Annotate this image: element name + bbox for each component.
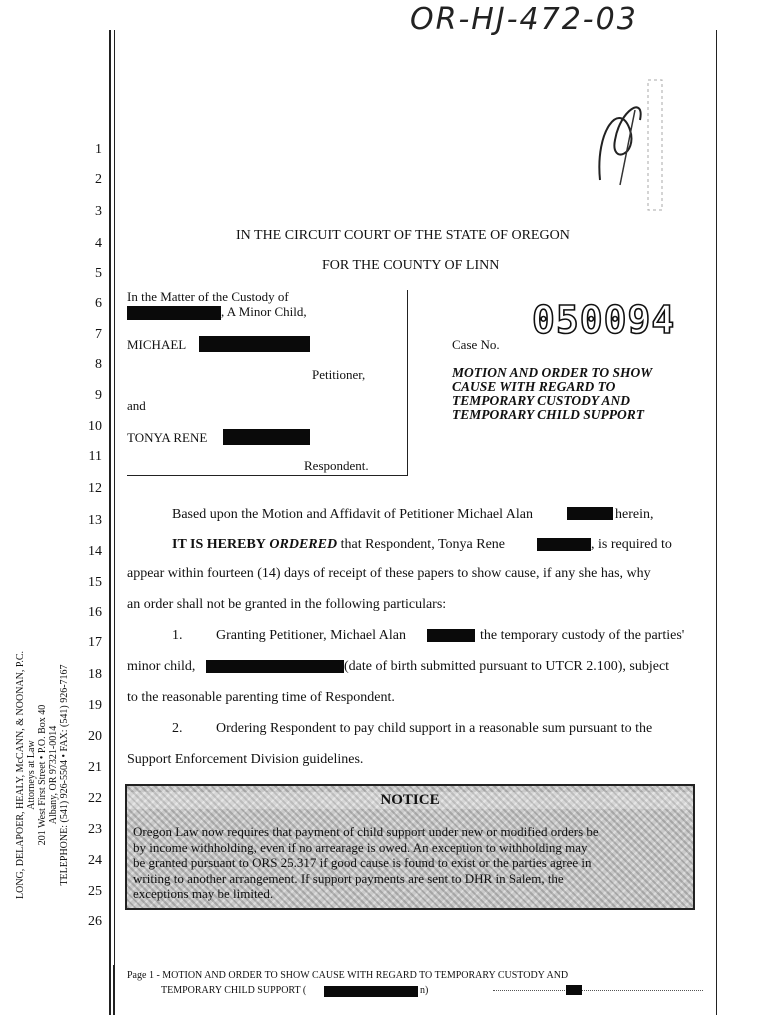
- line-number: 24: [88, 853, 102, 868]
- county-title: FOR THE COUNTY OF LINN: [322, 258, 500, 273]
- notice-line: by income withholding, even if no arrearage is owed. An exception to withholding may: [133, 839, 588, 855]
- notice-text: [133, 824, 599, 902]
- redacted-respondent-surname: [223, 429, 310, 445]
- line-number: 19: [88, 698, 102, 713]
- redacted-child-name: [127, 306, 221, 320]
- and-text: and: [127, 398, 146, 413]
- footer-line-2a: TEMPORARY CHILD SUPPORT (: [161, 985, 307, 996]
- redacted-child-name-2: [206, 660, 344, 673]
- notice-line: be granted pursuant to ORS 25.317 if good cause is found to exist or the parties agree in: [133, 855, 592, 870]
- left-margin-rule-2: [114, 30, 115, 1015]
- redacted-respondent-name: [537, 538, 591, 551]
- item2-text-b: Support Enforcement Division guidelines.: [127, 752, 364, 767]
- item2-number: 2.: [172, 721, 183, 736]
- motion-title: [452, 366, 652, 422]
- law-firm-sidebar: [15, 575, 75, 975]
- motion-title-line: MOTION AND ORDER TO SHOW: [452, 365, 653, 380]
- order-text-end: , is required to: [591, 537, 672, 552]
- firm-line: LONG, DELAPOER, HEALY, McCANN, & NOONAN, P.C.: [15, 651, 26, 899]
- motion-title-line: TEMPORARY CUSTODY AND: [452, 393, 631, 408]
- footer-rule: [113, 965, 114, 1015]
- firm-line: Attorneys at Law: [26, 740, 37, 810]
- item1-text-c: minor child,: [127, 659, 196, 674]
- line-number: 5: [95, 266, 102, 281]
- line-number: 20: [88, 729, 102, 744]
- line-number: 14: [88, 544, 102, 559]
- notice-line: exceptions may be limited.: [133, 886, 274, 901]
- para3: appear within fourteen (14) days of receipt of these papers to show cause, if any she has, why: [127, 566, 651, 581]
- petitioner-role: Petitioner,: [312, 367, 366, 382]
- item1-text-e: to the reasonable parenting time of Respondent.: [127, 690, 395, 705]
- redacted-petitioner-name-2: [427, 629, 475, 642]
- para1-b: herein,: [615, 507, 654, 522]
- notice-title: NOTICE: [127, 792, 693, 809]
- motion-title-line: CAUSE WITH REGARD TO: [452, 379, 616, 394]
- order-italic: ORDERED: [269, 537, 338, 552]
- line-number: 13: [88, 513, 102, 528]
- line-number: 6: [95, 296, 102, 311]
- footer-doc-id: [493, 990, 703, 994]
- line-number: 18: [88, 667, 102, 682]
- item1-text-d: (date of birth submitted pursuant to UTCR 2.100), subject: [344, 659, 670, 674]
- case-no-label: Case No.: [452, 337, 500, 352]
- order-bold: IT IS HEREBY: [172, 537, 266, 552]
- notice-line: Oregon Law now requires that payment of child support under new or modified orders be: [133, 824, 599, 839]
- petitioner-name: MICHAEL: [127, 337, 187, 352]
- item1-text-b: the temporary custody of the parties': [480, 628, 685, 643]
- item2-text-a: Ordering Respondent to pay child support in a reasonable sum pursuant to the: [216, 721, 653, 736]
- signature-stamp: [560, 70, 680, 220]
- order-line: [172, 537, 505, 553]
- line-number: 17: [88, 635, 102, 650]
- case-number-stamp: 050094: [532, 298, 676, 342]
- respondent-name: TONYA RENE: [127, 430, 208, 445]
- caption-divider: [407, 290, 408, 475]
- line-number: 16: [88, 605, 102, 620]
- line-number: 8: [95, 357, 102, 372]
- item1-number: 1.: [172, 628, 183, 643]
- respondent-role: Respondent.: [304, 458, 369, 473]
- notice-box: [125, 784, 695, 910]
- matter-line-2: , A Minor Child,: [221, 304, 307, 319]
- line-number: 11: [88, 449, 102, 464]
- motion-title-line: TEMPORARY CHILD SUPPORT: [452, 407, 645, 422]
- redacted-footer-name: [324, 986, 418, 997]
- para1-a: Based upon the Motion and Affidavit of Petitioner Michael Alan: [172, 507, 533, 522]
- redacted-petitioner-surname: [199, 336, 310, 352]
- line-number: 26: [88, 914, 102, 929]
- caption-bottom-rule: [127, 475, 408, 476]
- redacted-petitioner-name: [567, 507, 613, 520]
- para4: an order shall not be granted in the following particulars:: [127, 597, 447, 612]
- order-text: that Respondent, Tonya Rene: [340, 537, 505, 552]
- line-number: 7: [95, 327, 102, 342]
- footer-line-2b: n): [420, 985, 429, 996]
- line-number: 25: [88, 884, 102, 899]
- firm-line: 201 West First Street • P.O. Box 40: [37, 704, 48, 846]
- item1-text-a: Granting Petitioner, Michael Alan: [216, 628, 406, 643]
- line-number: 2: [95, 172, 102, 187]
- notice-line: writing to another arrangement. If support payments are sent to DHR in Salem, the: [133, 870, 564, 886]
- line-number: 9: [95, 388, 102, 403]
- line-number: 4: [95, 236, 102, 251]
- line-number: 1: [95, 142, 102, 157]
- firm-line: TELEPHONE: (541) 926-5504 • FAX: (541) 926-7167: [59, 664, 70, 886]
- matter-line-1: In the Matter of the Custody of: [127, 289, 289, 304]
- firm-line: Albany, OR 97321-0014: [48, 725, 59, 825]
- line-number: 12: [88, 481, 102, 496]
- line-number: 10: [88, 419, 102, 434]
- handwritten-case-code: OR-HJ-472-03: [410, 2, 638, 37]
- court-title: IN THE CIRCUIT COURT OF THE STATE OF OREGON: [236, 228, 570, 243]
- footer-line-1: Page 1 - MOTION AND ORDER TO SHOW CAUSE WITH REGARD TO TEMPORARY CUSTODY AND: [127, 970, 569, 981]
- line-number: 22: [88, 791, 102, 806]
- line-number: 21: [88, 760, 102, 775]
- line-number: 3: [95, 204, 102, 219]
- line-number: 15: [88, 575, 102, 590]
- right-margin-rule: [716, 30, 717, 1015]
- line-number: 23: [88, 822, 102, 837]
- redacted-footer-id: [566, 985, 582, 995]
- left-margin-rule: [109, 30, 111, 1015]
